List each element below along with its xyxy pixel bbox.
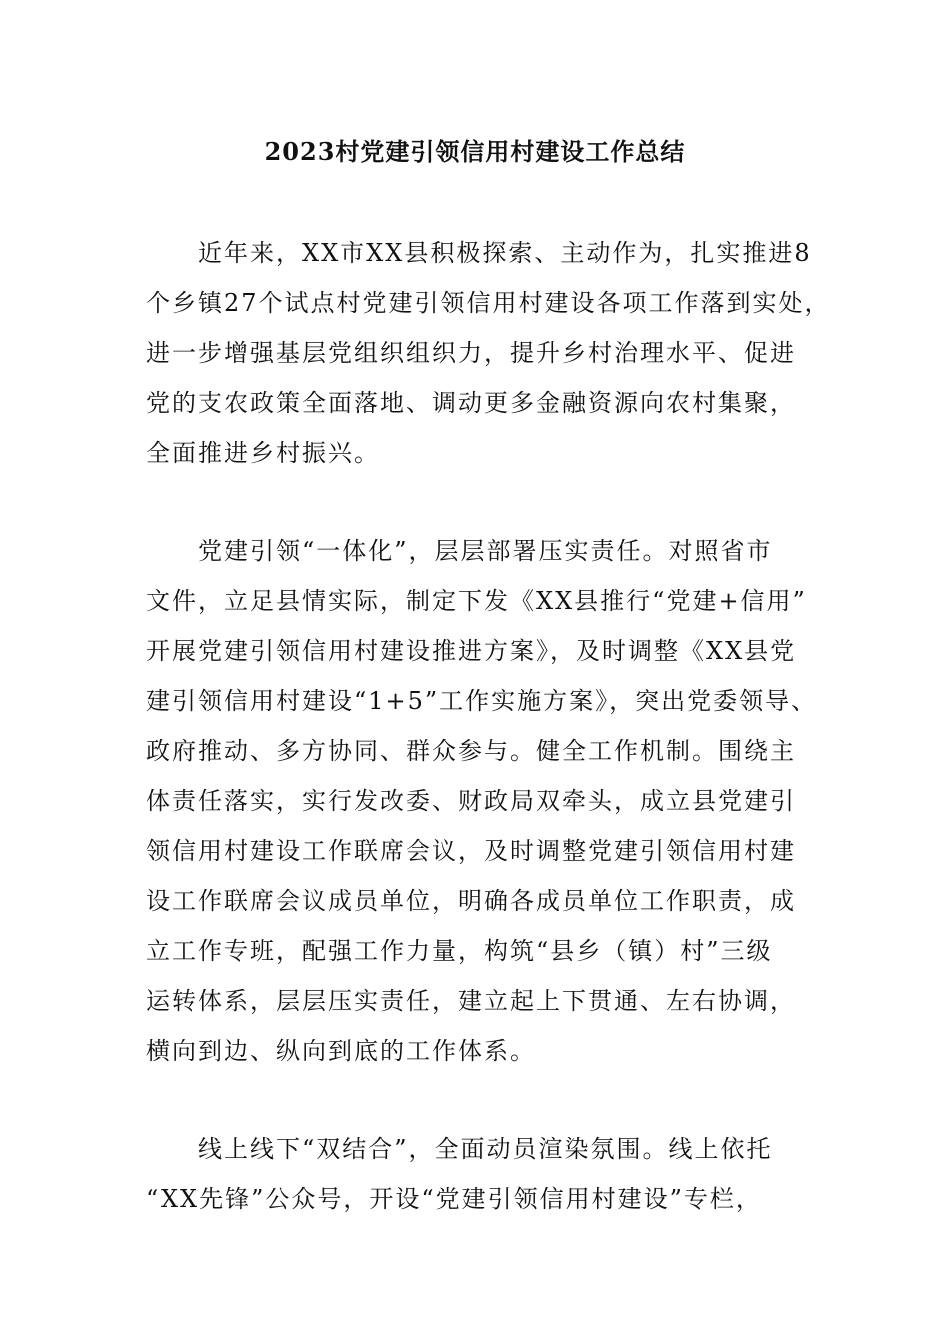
paragraph-2-line-8: 设工作联席会议成员单位，明确各成员单位工作职责，成 <box>146 887 796 915</box>
document-title: 2023村党建引领信用村建设工作总结 <box>264 137 686 166</box>
paragraph-1-line-4: 党的支农政策全面落地、调动更多金融资源向农村集聚， <box>146 389 796 417</box>
paragraph-2-line-4: 建引领信用村建设“1+5”工作实施方案》，突出党委领导、 <box>146 687 818 715</box>
paragraph-2-line-2: 文件，立足县情实际，制定下发《XX县推行“党建+信用” <box>146 587 807 615</box>
paragraph-2-line-9: 立工作专班，配强工作力量，构筑“县乡（镇）村”三级 <box>146 937 773 965</box>
paragraph-2-line-5: 政府推动、多方协同、群众参与。健全工作机制。围绕主 <box>146 737 796 765</box>
paragraph-3-line-2: “XX先锋”公众号，开设“党建引领信用村建设”专栏， <box>146 1185 762 1213</box>
paragraph-2-line-11: 横向到边、纵向到底的工作体系。 <box>146 1037 536 1065</box>
paragraph-2-line-7: 领信用村建设工作联席会议，及时调整党建引领信用村建 <box>146 837 796 865</box>
paragraph-1-line-2: 个乡镇27个试点村党建引领信用村建设各项工作落到实处， <box>146 289 831 317</box>
paragraph-1-line-3: 进一步增强基层党组织组织力，提升乡村治理水平、促进 <box>146 339 796 367</box>
paragraph-2-line-6: 体责任落实，实行发改委、财政局双牵头，成立县党建引 <box>146 787 796 815</box>
paragraph-3-line-1: 线上线下“双结合”，全面动员渲染氛围。线上依托 <box>198 1135 773 1163</box>
paragraph-2-line-10: 运转体系，层层压实责任，建立起上下贯通、左右协调， <box>146 987 796 1015</box>
paragraph-1-line-5: 全面推进乡村振兴。 <box>146 439 380 467</box>
paragraph-2-line-3: 开展党建引领信用村建设推进方案》，及时调整《XX县党 <box>146 637 797 665</box>
paragraph-1-line-1: 近年来，XX市XX县积极探索、主动作为，扎实推进8 <box>198 239 812 267</box>
paragraph-2-line-1: 党建引领“一体化”，层层部署压实责任。对照省市 <box>198 537 773 565</box>
